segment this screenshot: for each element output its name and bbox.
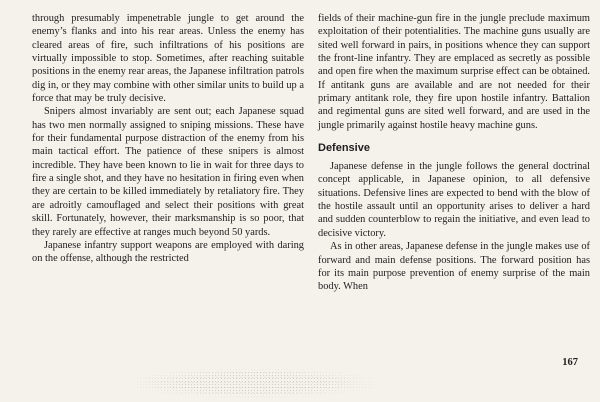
paragraph-defense-doctrine: Japanese defense in the jungle follows the general doctrinal concept applicable, in Japanese opinion, to all defensive situations. Defensive lines are expected to bend with the blow of the hostile assault until an opportunity arises to deliver a hard and sudden counterblow to regain the initiative, and even lead to decisive victory. bbox=[318, 161, 590, 239]
paragraph-infiltration-continued: through presumably impenetrable jungle to get around the enemy’s flanks and into his rear areas. Unless the enemy has cleared areas of fire, such infiltrations of his positions are virtually impossible to stop. Sometimes, after reaching suitable positions in the enemy rear areas, the Japanese infiltration patrols dig in, or they may combine with other similar units to build up a force that may be truly decisive. bbox=[32, 13, 304, 105]
paragraph-snipers: Snipers almost invariably are sent out; each Japanese squad has two men normally assigned to sniping missions. These have for their fundamental purpose distraction of the enemy from his main tactical effort. The patience of these snipers is almost incredible. They have been known to lie in wait for three days to fire a single shot, and they have no hesitation in firing even when they are certain to be killed immediately by retaliatory fire. They are adroitly camouflaged and select their positions with great skill. Fortunately, however, their marksmanship is so poor, that they rarely are effective at ranges much beyond 50 yards. bbox=[32, 106, 304, 238]
paragraph-machine-guns: fields of their machine-gun fire in the jungle preclude maximum exploitation of their potentialities. The machine guns usually are sited well forward in pairs, in positions whence they can support the front-line infantry. They are emplaced as secretly as possible and open fire when the maximum surprise effect can be obtained. If antitank guns are available and are not needed for their primary antitank role, they fire upon hostile infantry. Battalion and regimental guns are sited well forward, and are used in the jungle primarily against hostile heavy machine guns. bbox=[318, 13, 590, 131]
section-heading-defensive: Defensive bbox=[318, 142, 370, 155]
right-column bbox=[318, 12, 590, 294]
paragraph-forward-positions: As in other areas, Japanese defense in the jungle makes use of forward and main defense positions. The forward position has for its main purpose prevention of enemy surprise of the main body. When bbox=[318, 241, 590, 293]
page-number: 167 bbox=[562, 357, 578, 368]
paragraph-support-weapons: Japanese infantry support weapons are employed with daring on the offense, although the restricted bbox=[32, 239, 304, 265]
left-column bbox=[32, 12, 304, 266]
scan-smudge bbox=[130, 368, 375, 398]
